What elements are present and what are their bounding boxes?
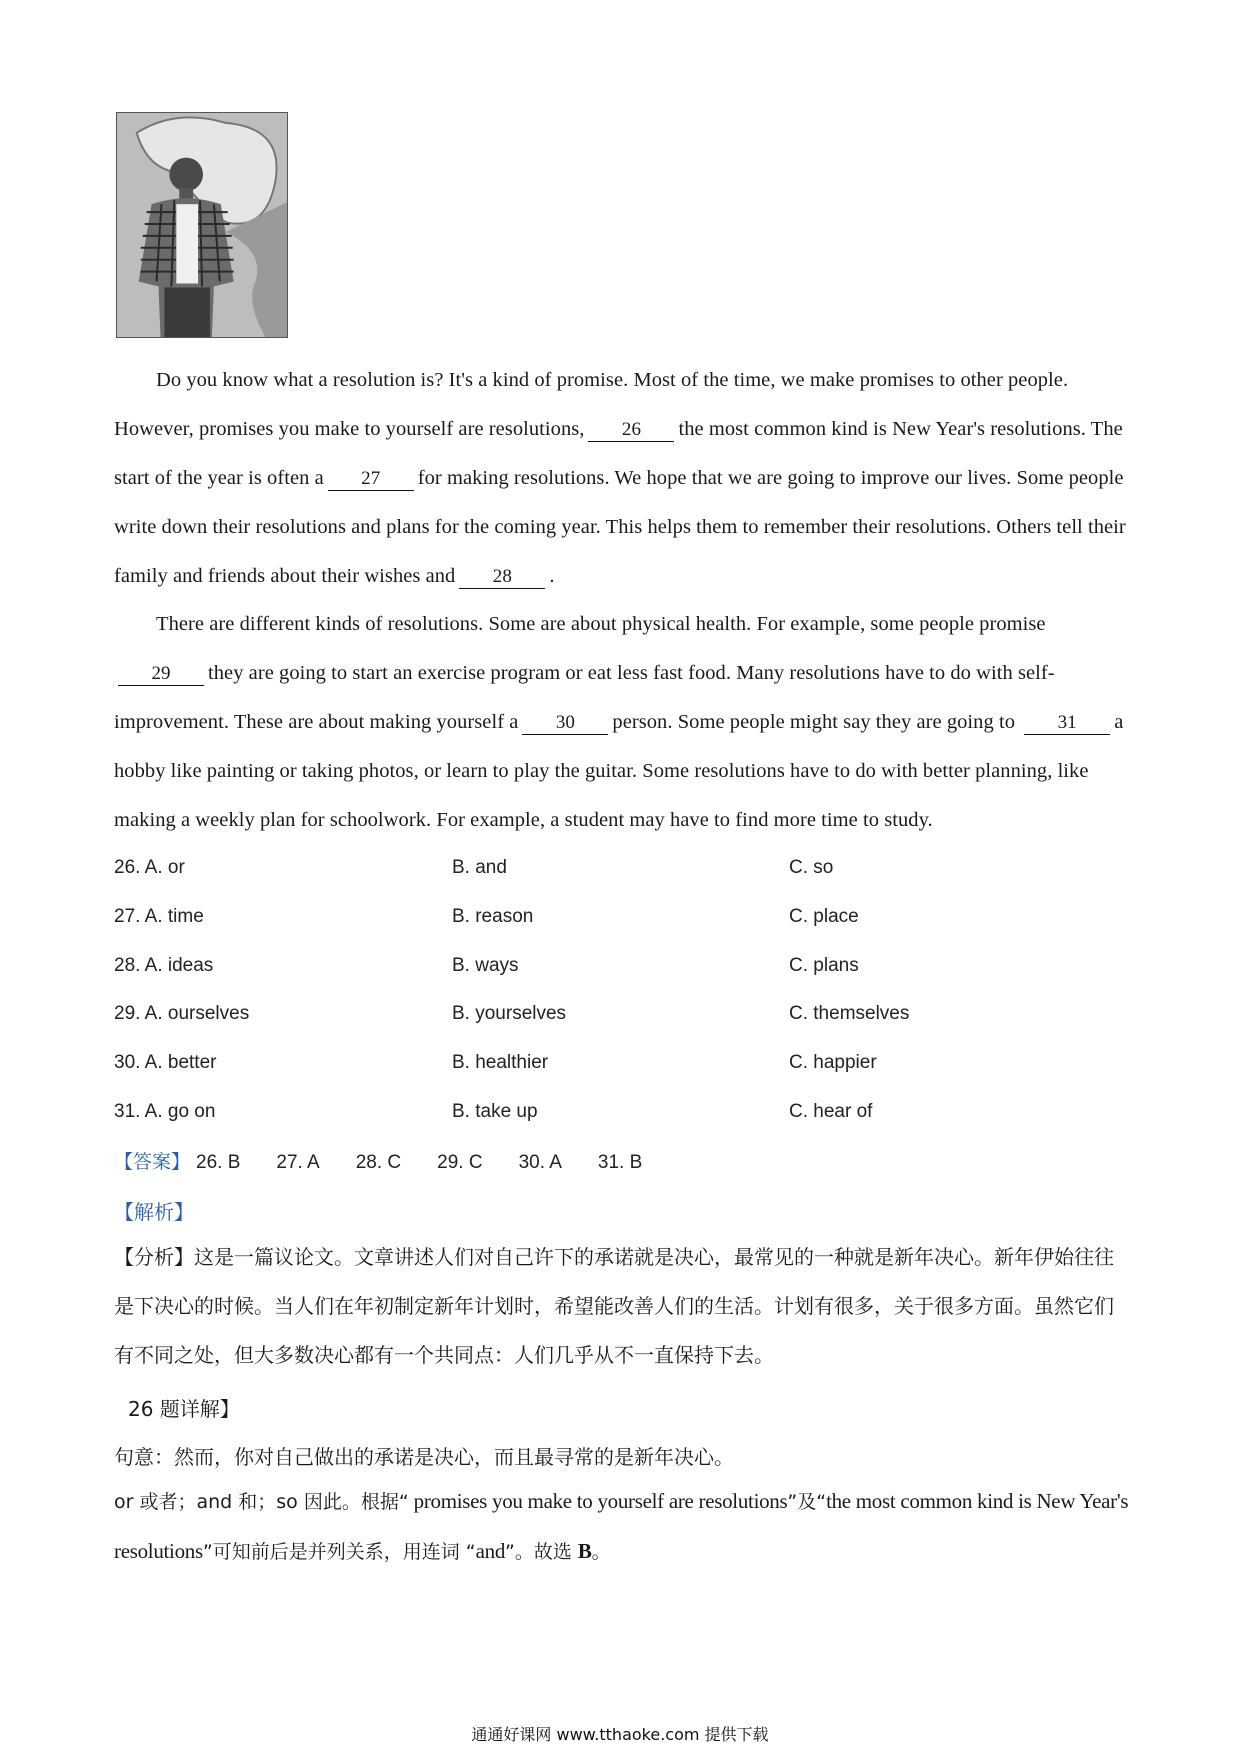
option-b: B. take up (452, 1101, 538, 1122)
detail-text: or 或者；and 和；so 因此。根据“ (114, 1491, 409, 1513)
detail-quote: and (475, 1539, 506, 1563)
detail-text: ”。故选 (505, 1541, 578, 1563)
detail-meaning: 句意：然而，你对自己做出的承诺是决心，而且最寻常的是新年决心。 (114, 1445, 734, 1469)
passage-paragraph-1 (114, 356, 1130, 601)
option-b: B. and (452, 857, 507, 878)
detail-text: ”及“ (787, 1491, 827, 1513)
option-c: C. happier (789, 1052, 877, 1073)
passage-text: There are different kinds of resolutions. Some are about physical health. For example, some people promise (156, 613, 1046, 635)
detail-text: 。 (591, 1541, 611, 1563)
option-c: C. plans (789, 955, 859, 976)
option-a: 31. A. go on (114, 1101, 216, 1122)
detail-title: 26 题详解】 (128, 1397, 240, 1421)
option-c: C. so (789, 857, 834, 878)
detail-explanation (114, 1477, 1130, 1577)
answer-item: 29. C (437, 1152, 483, 1173)
option-b: B. yourselves (452, 1003, 567, 1024)
blank-26: 26 (588, 419, 674, 442)
passage-text: they are going to start an exercise program or eat less fast food. Many resolutions have to do with self-improvement. These are about making yourself a (114, 662, 1055, 733)
options-row-28 (114, 955, 1130, 985)
options-row-27 (114, 906, 1130, 936)
analysis-label: 【解析】 (114, 1200, 194, 1224)
footer-watermark: 通通好课网 www.tthaoke.com 提供下载 (471, 1725, 769, 1744)
option-b: B. reason (452, 906, 534, 927)
answer-item: 27. A (276, 1152, 320, 1173)
option-c: C. place (789, 906, 859, 927)
option-a: 27. A. time (114, 906, 204, 927)
options-row-31 (114, 1101, 1130, 1131)
answer-item: 31. B (597, 1152, 643, 1173)
passage-text: for making resolutions. We hope that we are going to improve our lives. Some people write down their resolutions and plans for the coming year. This helps them to remember their resolutions. Others tell their family and friends about their wishes and (114, 467, 1126, 587)
option-b: B. ways (452, 955, 519, 976)
option-c: C. hear of (789, 1101, 873, 1122)
detail-quote: promises you make to yourself are resolutions (408, 1489, 788, 1513)
detail-quote: the most common kind is New Year's resolutions (114, 1489, 1129, 1563)
detail-text: ”可知前后是并列关系，用连词 “ (202, 1541, 476, 1563)
blank-31: 31 (1024, 712, 1110, 735)
passage-text: . (549, 565, 555, 587)
passage-text: a hobby like painting or taking photos, or learn to play the guitar. Some resolutions have to do with better planning, like making a weekly plan for schoolwork. For example, a student may have to find more time to study. (114, 711, 1124, 831)
answer-key (114, 1147, 672, 1177)
blank-28: 28 (459, 566, 545, 589)
options-row-29 (114, 1003, 1130, 1033)
illustration-photo (116, 112, 288, 338)
option-b: B. healthier (452, 1052, 549, 1073)
option-a: 30. A. better (114, 1052, 217, 1073)
detail-answer: B (577, 1539, 592, 1563)
blank-27: 27 (328, 468, 414, 491)
passage-text: person. Some people might say they are going to (612, 711, 1015, 733)
analysis-text: 【分析】这是一篇议论文。文章讲述人们对自己许下的承诺就是决心，最常见的一种就是新年决心。新年伊始往往是下决心的时候。当人们在年初制定新年计划时，希望能改善人们的生活。计划有很多，关于很多方面。虽然它们有不同之处，但大多数决心都有一个共同点：人们几乎从不一直保持下去。 (114, 1245, 1114, 1367)
passage-paragraph-2 (114, 600, 1130, 845)
option-c: C. themselves (789, 1003, 910, 1024)
blank-29: 29 (118, 663, 204, 686)
man-with-thought-cloud-image (117, 113, 287, 337)
answer-item: 30. A (518, 1152, 562, 1173)
answer-label: 【答案】 (114, 1151, 191, 1173)
passage-text: the most common kind is New Year's resolutions. The start of the year is often a (114, 418, 1123, 489)
passage-text: Do you know what a resolution is? It's a kind of promise. Most of the time, we make promises to other people. However, promises you make to yourself are resolutions, (114, 369, 1069, 440)
options-row-26 (114, 857, 1130, 887)
option-a: 28. A. ideas (114, 955, 214, 976)
option-a: 29. A. ourselves (114, 1003, 250, 1024)
option-a: 26. A. or (114, 857, 185, 878)
answer-item: 28. C (355, 1152, 402, 1173)
options-row-30 (114, 1052, 1130, 1082)
blank-30: 30 (522, 712, 608, 735)
answer-item: 26. B (196, 1152, 241, 1173)
